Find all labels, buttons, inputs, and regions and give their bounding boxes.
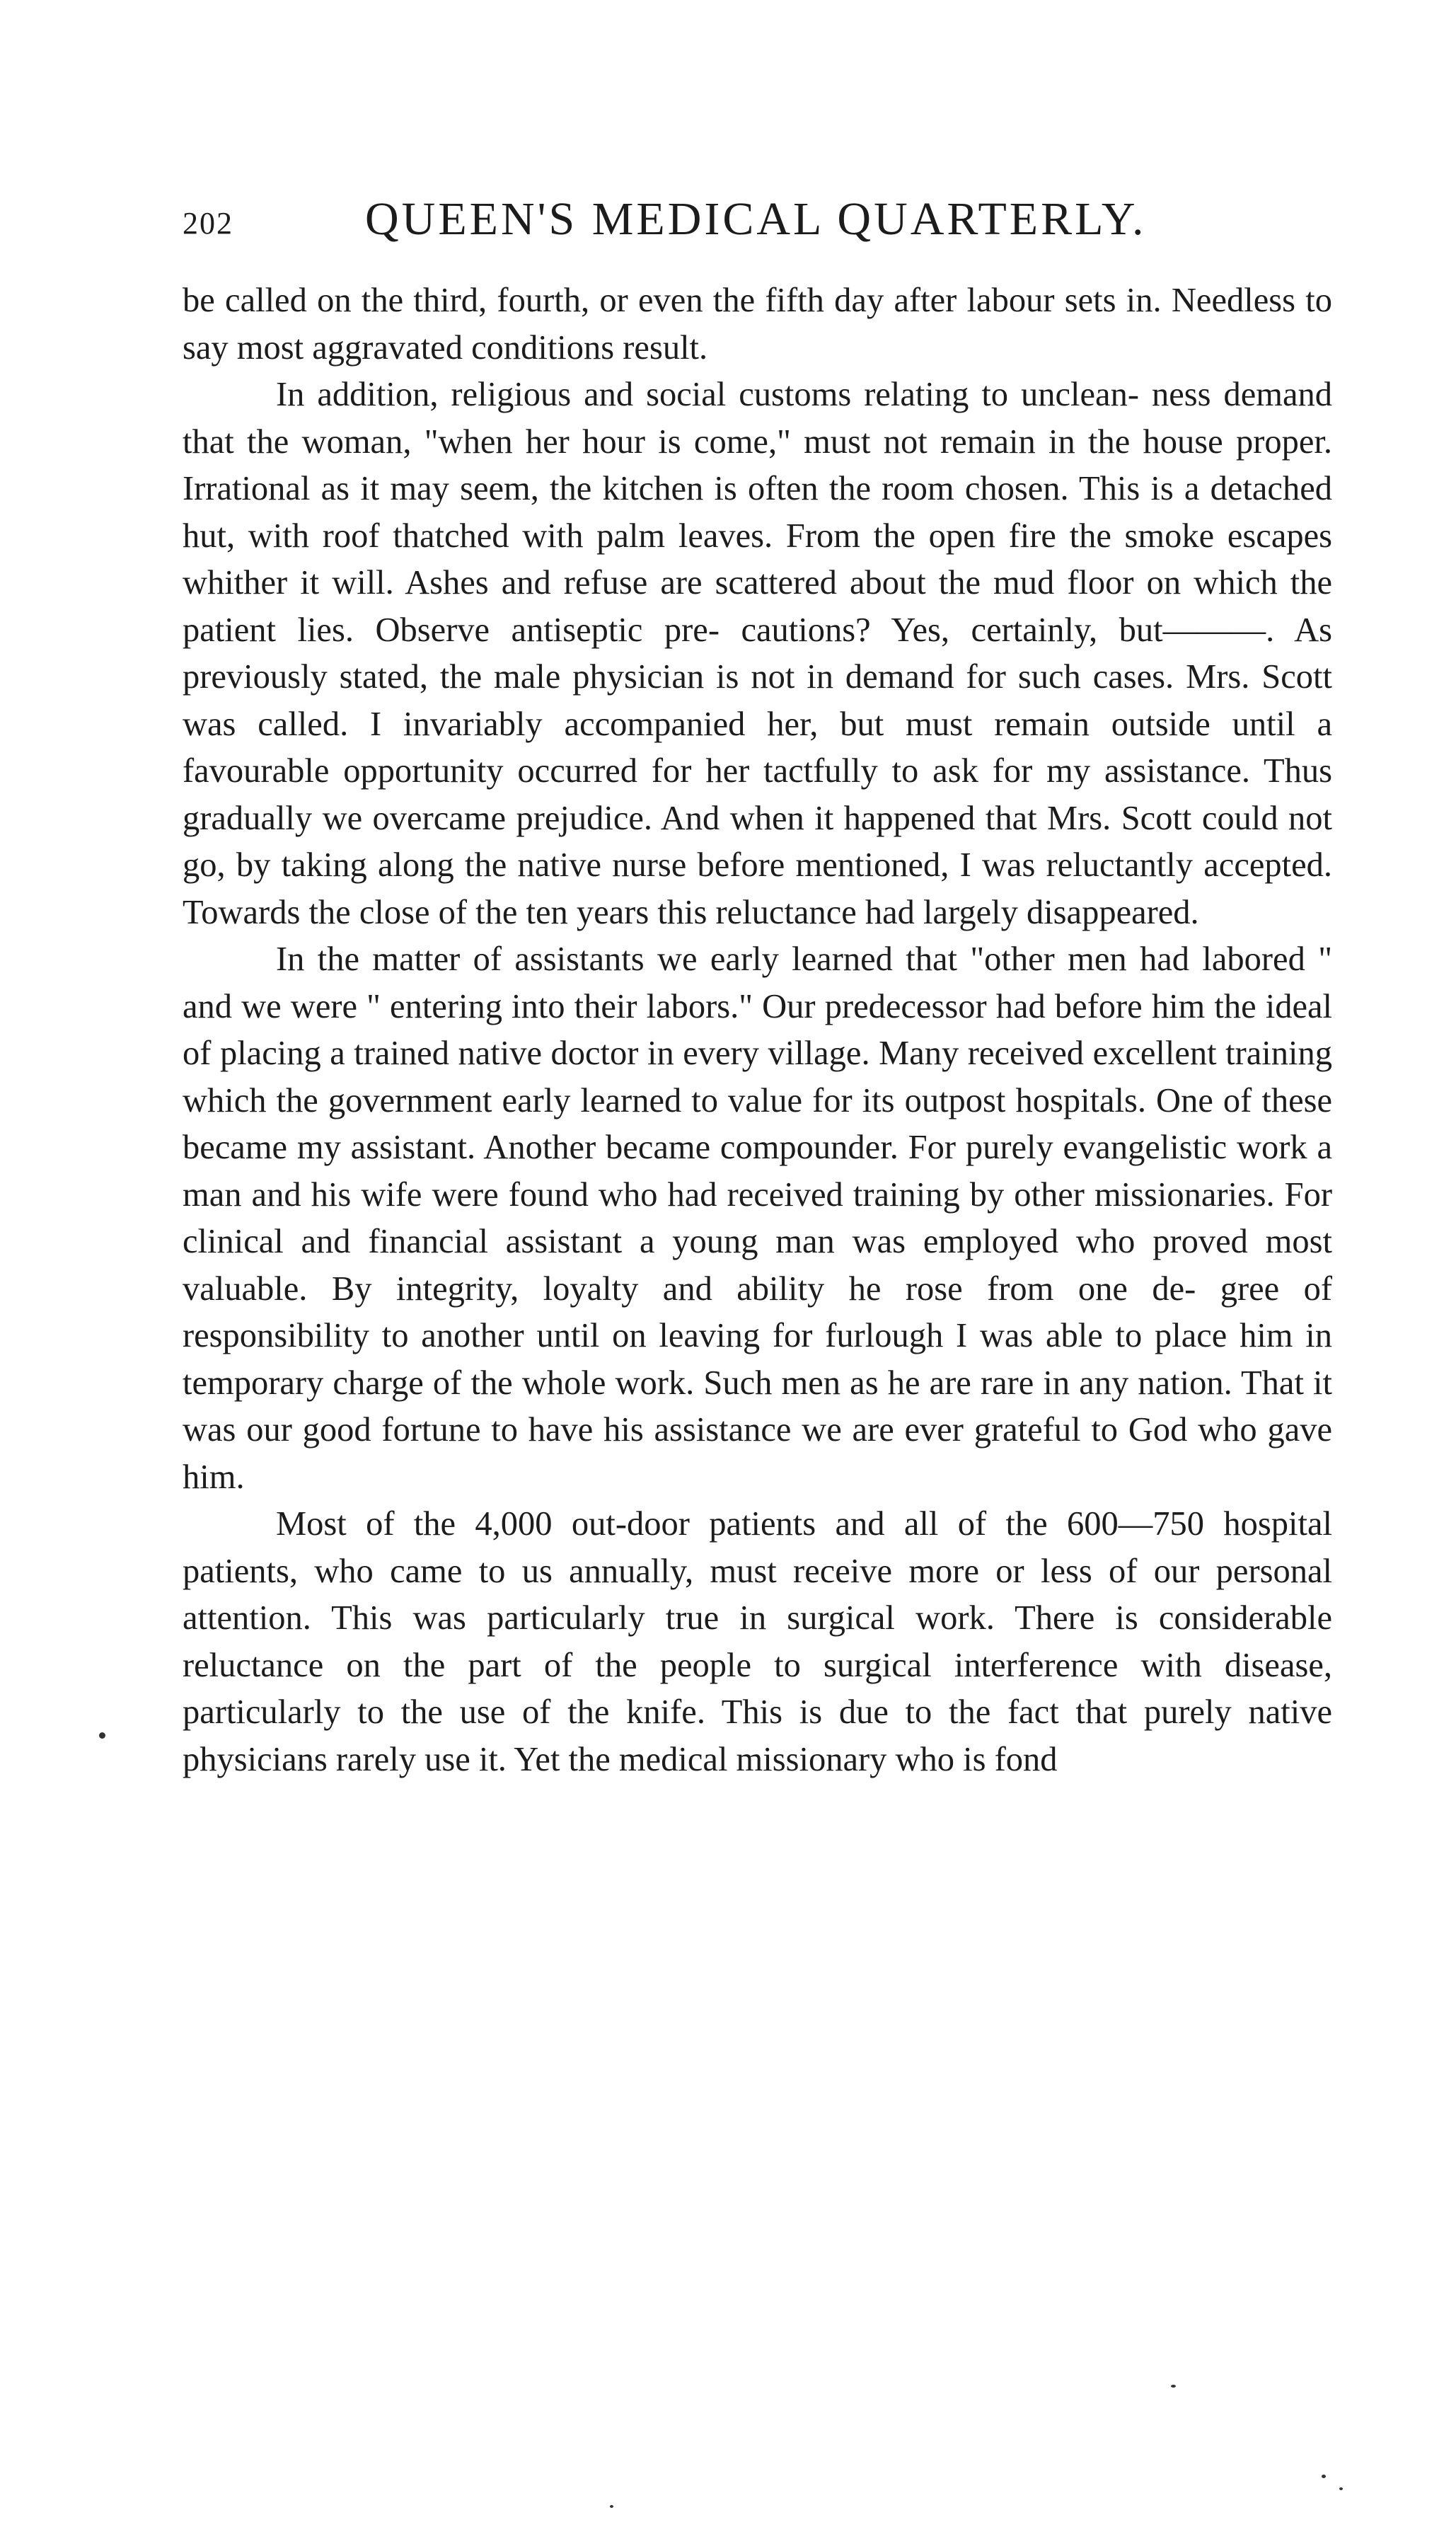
scan-speck (1339, 2487, 1343, 2490)
journal-title: QUEEN'S MEDICAL QUARTERLY. (365, 193, 1147, 245)
paragraph-2: In addition, religious and social customs relating to unclean- ness demand that the woman, "when her hour is come," must not remain in the house proper. Irrational as it may seem, the kitchen is often the room chosen. This is a detached hut, with roof thatched with palm leaves. From the open fire the smoke escapes whither it will. Ashes and refuse are scattered about the mud floor on which the patient lies. Observe antiseptic pre- cautions? Yes, certainly, but———. As previously stated, the male physician is not in demand for such cases. Mrs. Scott was called. I invariably accompanied her, but must remain outside until a favourable opportunity occurred for her tactfully to ask for my assistance. Thus gradually we overcame prejudice. And when it happened that Mrs. Scott could not go, by taking along the native nurse before mentioned, I was reluctantly accepted. Towards the close of the ten years this reluctance had largely disappeared. (183, 376, 1332, 931)
paragraph-3: In the matter of assistants we early learned that "other men had labored " and we were " entering into their labors." Our predecessor had before him the ideal of placing a trained native doctor in every village. Many received excellent training which the government early learned to value for its outpost hospitals. One of these became my assistant. Another became compounder. For purely evangelistic work a man and his wife were found who had received training by other missionaries. For clinical and financial assistant a young man was employed who proved most valuable. By integrity, loyalty and ability he rose from one de- gree of responsibility to another until on leaving for furlough I was able to place him in temporary charge of the whole work. Such men as he are rare in any nation. That it was our good fortune to have his assistance we are ever grateful to God who gave him. (183, 940, 1332, 1496)
page-number: 202 (183, 206, 233, 241)
scan-speck (99, 1732, 105, 1739)
scan-speck (1171, 2385, 1176, 2388)
paragraph-4: Most of the 4,000 out-door patients and all of the 600—750 hospital patients, who came to us annually, must receive more or less of our personal attention. This was particularly true in surgical work. There is considerable reluctance on the part of the people to surgical interference with disease, particularly to the use of the knife. This is due to the fact that purely native physicians rarely use it. Yet the medical missionary who is fond (183, 1505, 1332, 1778)
paragraph-1: be called on the third, fourth, or even the fifth day after labour sets in. Needless to say most aggravated conditions result. (183, 282, 1332, 367)
body-text (183, 277, 1332, 1783)
scan-speck (610, 2505, 613, 2508)
scan-speck (1322, 2475, 1326, 2478)
running-head (183, 192, 1315, 256)
